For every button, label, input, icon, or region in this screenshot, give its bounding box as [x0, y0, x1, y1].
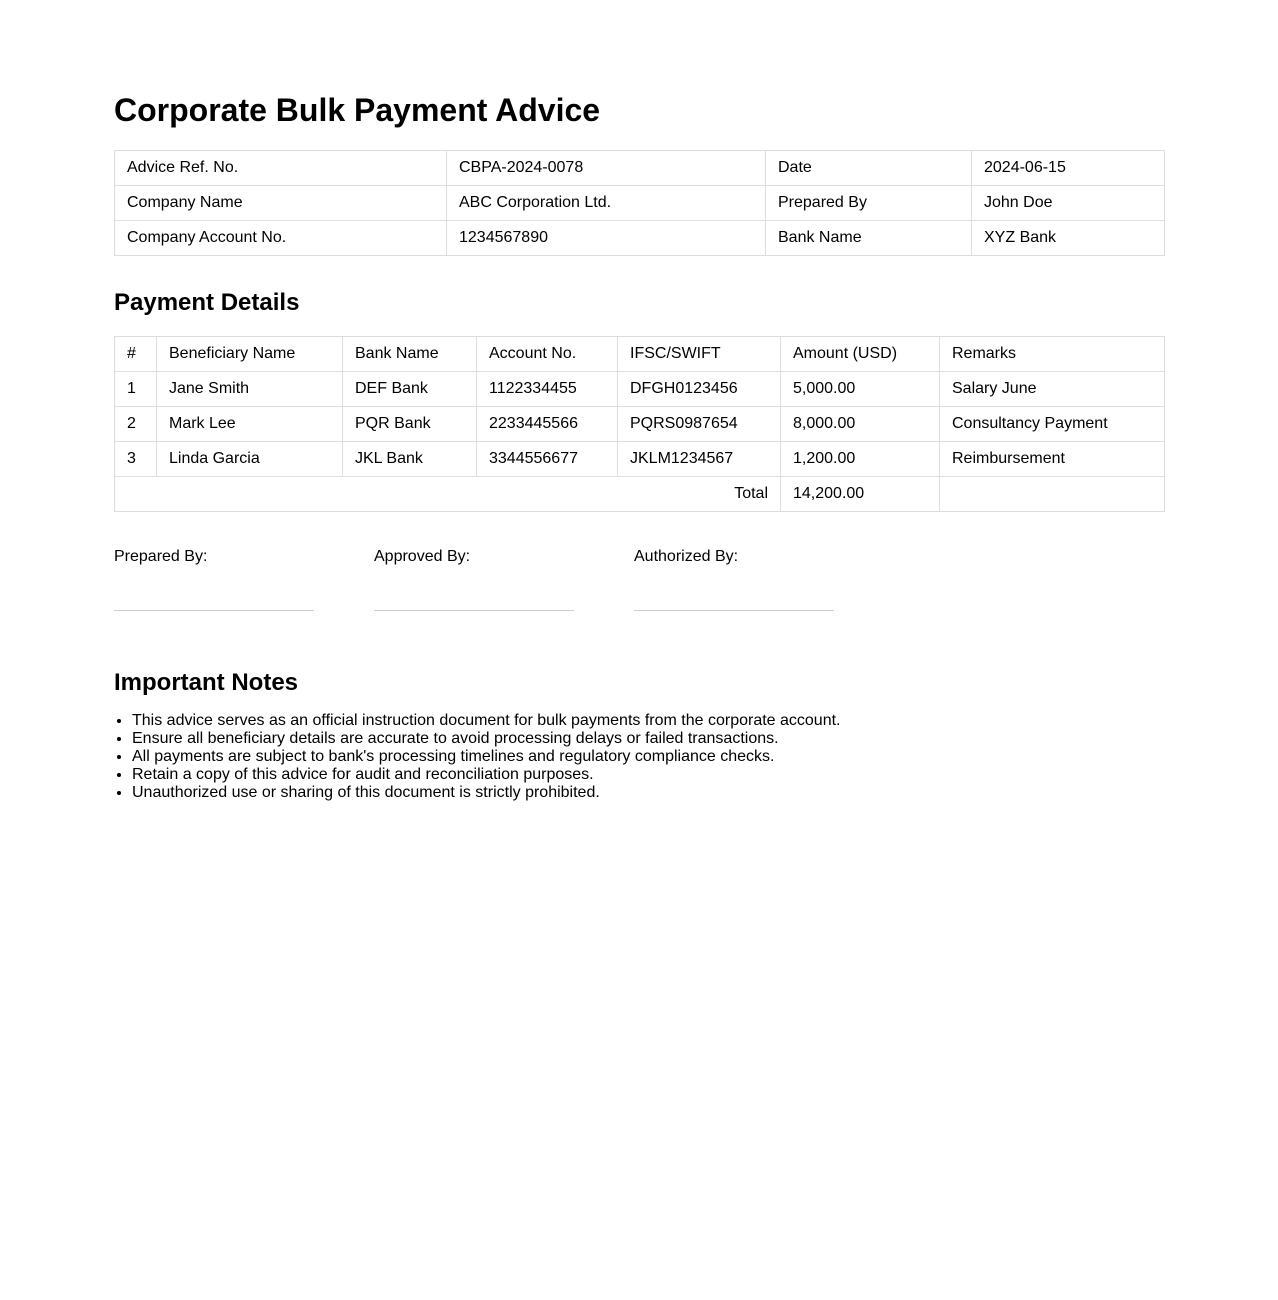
info-row-company	[115, 186, 1165, 221]
beneficiary-bank: JKL Bank	[343, 442, 477, 477]
payment-amount: 1,200.00	[781, 442, 940, 477]
company-account-value: 1234567890	[447, 221, 766, 256]
row-number: 2	[115, 407, 157, 442]
date-label: Date	[766, 151, 972, 186]
company-name-label: Company Name	[115, 186, 447, 221]
advice-ref-label: Advice Ref. No.	[115, 151, 447, 186]
payment-details-heading: Payment Details	[114, 289, 300, 316]
bank-name-value: XYZ Bank	[972, 221, 1165, 256]
total-remarks-empty	[940, 477, 1165, 512]
table-row	[115, 442, 1165, 477]
signature-prepared	[114, 548, 314, 620]
signature-label-prepared: Prepared By:	[114, 548, 208, 565]
beneficiary-account: 2233445566	[477, 407, 618, 442]
signature-section	[114, 548, 1164, 620]
column-header-amount: Amount (USD)	[781, 337, 940, 372]
payment-remarks: Salary June	[940, 372, 1165, 407]
beneficiary-ifsc: DFGH0123456	[618, 372, 781, 407]
column-header-number: #	[115, 337, 157, 372]
row-number: 3	[115, 442, 157, 477]
signature-label-authorized: Authorized By:	[634, 548, 739, 565]
payment-remarks: Consultancy Payment	[940, 407, 1165, 442]
total-amount: 14,200.00	[781, 477, 940, 512]
column-header-ifsc-swift: IFSC/SWIFT	[618, 337, 781, 372]
prepared-by-value: John Doe	[972, 186, 1165, 221]
page-title: Corporate Bulk Payment Advice	[114, 92, 601, 128]
beneficiary-bank: DEF Bank	[343, 372, 477, 407]
list-item: • All payments are subject to bank's processing timelines and regulatory compliance checks.	[132, 748, 1164, 766]
signature-approved	[374, 548, 574, 620]
table-row	[115, 372, 1165, 407]
beneficiary-ifsc: PQRS0987654	[618, 407, 781, 442]
column-header-bank-name: Bank Name	[343, 337, 477, 372]
list-item: • Ensure all beneficiary details are accurate to avoid processing delays or failed transactions.	[132, 730, 1164, 748]
beneficiary-account: 3344556677	[477, 442, 618, 477]
beneficiary-bank: PQR Bank	[343, 407, 477, 442]
advice-ref-value: CBPA-2024-0078	[447, 151, 766, 186]
info-row-advice-ref	[115, 151, 1165, 186]
payment-remarks: Reimbursement	[940, 442, 1165, 477]
signature-line-prepared	[114, 610, 314, 611]
list-item: • Retain a copy of this advice for audit and reconciliation purposes.	[132, 766, 1164, 784]
beneficiary-name: Mark Lee	[157, 407, 343, 442]
advice-info-table	[114, 150, 1165, 256]
list-item: • Unauthorized use or sharing of this document is strictly prohibited.	[132, 784, 1164, 802]
signature-label-approved: Approved By:	[374, 548, 471, 565]
info-row-account	[115, 221, 1165, 256]
signature-line-approved	[374, 610, 574, 611]
company-name-value: ABC Corporation Ltd.	[447, 186, 766, 221]
beneficiary-account: 1122334455	[477, 372, 618, 407]
payment-amount: 8,000.00	[781, 407, 940, 442]
signature-authorized	[634, 548, 834, 620]
important-notes-list	[114, 712, 1164, 802]
payment-amount: 5,000.00	[781, 372, 940, 407]
column-header-remarks: Remarks	[940, 337, 1165, 372]
payment-details-table	[114, 336, 1165, 512]
date-value: 2024-06-15	[972, 151, 1165, 186]
column-header-beneficiary: Beneficiary Name	[157, 337, 343, 372]
important-notes-heading: Important Notes	[114, 669, 299, 696]
row-number: 1	[115, 372, 157, 407]
column-header-account-no: Account No.	[477, 337, 618, 372]
company-account-label: Company Account No.	[115, 221, 447, 256]
beneficiary-name: Jane Smith	[157, 372, 343, 407]
bank-name-label: Bank Name	[766, 221, 972, 256]
prepared-by-label: Prepared By	[766, 186, 972, 221]
total-label: Total	[115, 477, 781, 512]
total-row	[115, 477, 1165, 512]
signature-line-authorized	[634, 610, 834, 611]
beneficiary-ifsc: JKLM1234567	[618, 442, 781, 477]
table-row	[115, 407, 1165, 442]
beneficiary-name: Linda Garcia	[157, 442, 343, 477]
list-item: • This advice serves as an official instruction document for bulk payments from the corporate account.	[132, 712, 1164, 730]
payment-header-row	[115, 337, 1165, 372]
